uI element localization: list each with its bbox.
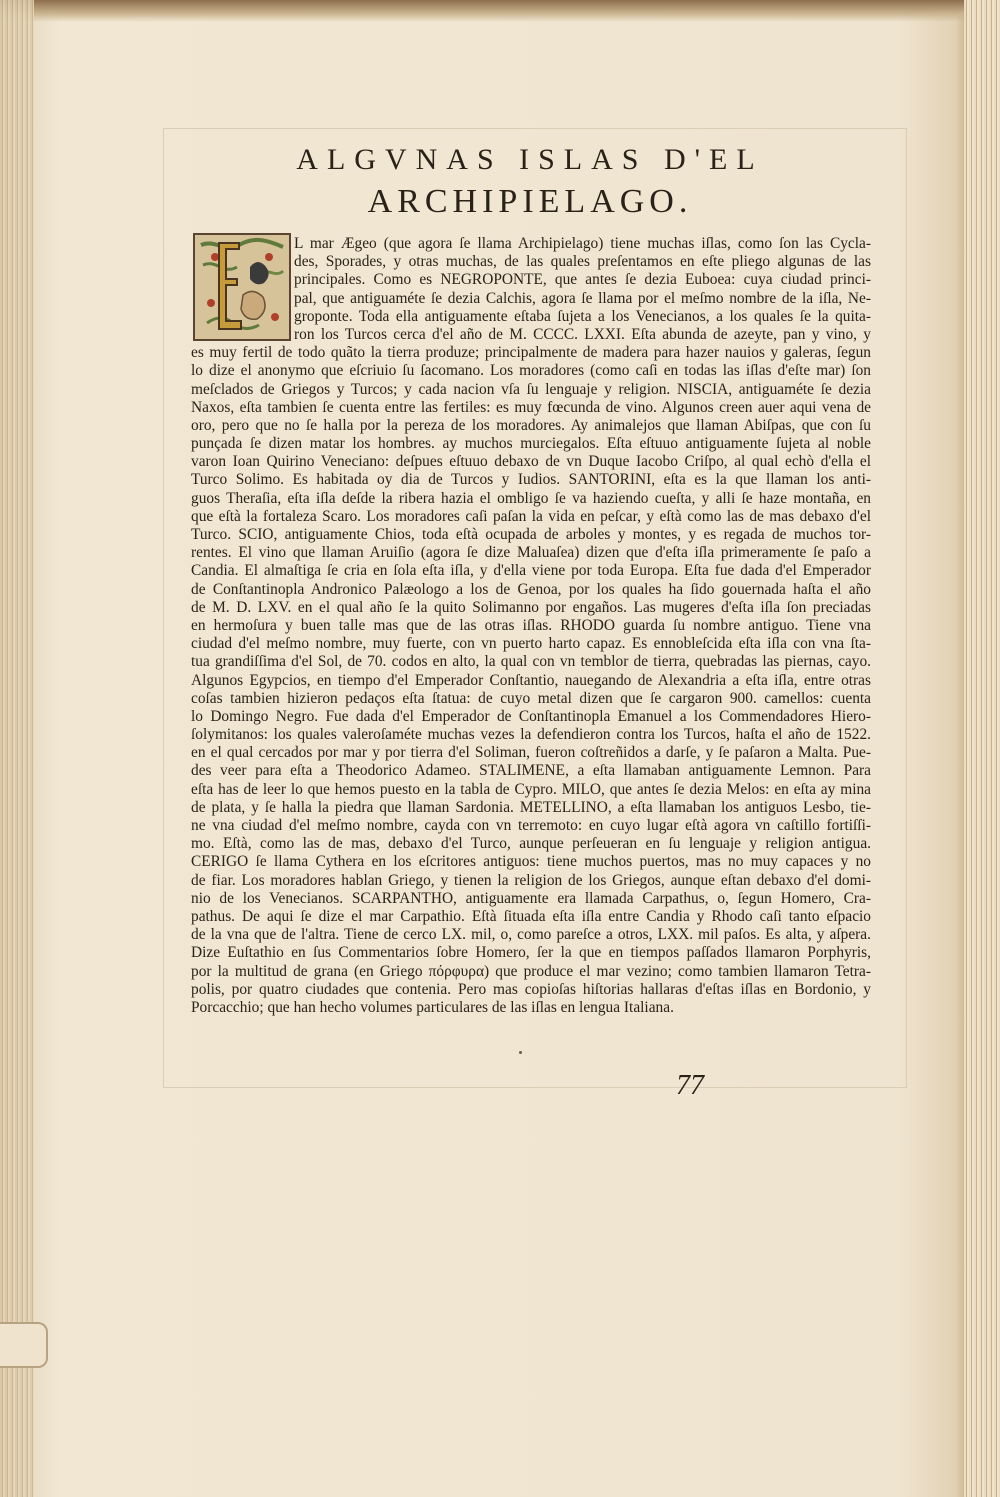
text-line: CERIGO ſe llama Cythera en los eſcritores antiguos: tiene muchos puertos, mas no muy capaces y no bbox=[191, 853, 871, 871]
text-line: en el qual cercados por mar y por tierra d'el Soliman, fueron coſtreñidos a darſe, y ſe paſaron a Malta. Pue- bbox=[191, 744, 871, 762]
text-line: pal, que antiguaméte ſe dezia Calchis, agora ſe llama por el meſmo nombre de la iſla, Ne- bbox=[294, 289, 871, 307]
text-line: varon Ioan Quirino Veneciano: deſpues eſtuuo debaxo de vn Duque Iacobo Criſpo, al qual echò d'ella el bbox=[191, 453, 871, 471]
text-line: de fiar. Los moradores hablan Griego, y tienen la religion de los Griegos, aunque eſtan debaxo d'el domi- bbox=[191, 871, 871, 889]
text-line: pathus. De aqui ſe dize el mar Carpathio. Eſtà ſituada eſta iſla entre Candia y Rhodo caſi tanto eſpacio bbox=[191, 907, 871, 925]
text-line: meſclados de Griegos y Turcos; y cada nacion vſa ſu lenguaje y religion. NISCIA, antiguaméte ſe dezia bbox=[191, 380, 871, 398]
title-line-1: ALGVNAS ISLAS D'EL bbox=[296, 143, 764, 176]
title-line-2: ARCHIPIELAGO. bbox=[367, 183, 693, 220]
gutter-edge bbox=[0, 0, 34, 1497]
text-line: es muy fertil de todo quãto la tierra produze; principalmente de madera para hazer nauios y galeras, ſegun bbox=[191, 344, 871, 362]
text-line: que eſtà la fortaleza Scaro. Los moradores caſi paſan la vida en peſcar, y eſtà como las de mas debaxo d'el bbox=[191, 507, 871, 525]
text-line: guos Theraſia, eſta iſla deſde la ribera hazia el ombligo ſe va haziendo cueſta, y alli ſe haze montaña, en bbox=[191, 489, 871, 507]
text-line: de la vna que de l'altra. Tiene de cerco LX. mil, o, como pareſce a otros, LXX. mil paſos. Es alta, y aſpera. bbox=[191, 926, 871, 944]
text-line: Candia. El almaſtiga ſe cria en ſola eſta iſla, y d'ella viene por toda Europa. Eſta fue dada d'el Emperador bbox=[191, 562, 871, 580]
text-line: Porcacchio; que han hecho volumes particulares de las iſlas en lengua Italiana. bbox=[191, 998, 674, 1016]
text-line: oro, pero que no ſe halla por la pereza de los moradores. Ay animalejos que llaman Abiſpas, que con ſu bbox=[191, 416, 871, 434]
bookmark-tab bbox=[0, 1322, 48, 1368]
text-line: des, Sporades, y otras muchas, de las quales preſentamos en eſte pliego algunas de las bbox=[294, 253, 871, 271]
body-text bbox=[191, 235, 871, 1017]
text-line: de plata, y ſe halla la piedra que llaman Sardonia. METELLINO, a eſta llamaban los antiguos Lesbo, tie- bbox=[191, 798, 871, 816]
text-line: ron los Turcos cerca d'el año de M. CCCC. LXXI. Eſta abunda de azeyte, pan y vino, y bbox=[294, 325, 871, 343]
text-line: groponte. Toda ella antiguamente eſtaba ſujeta a los Venecianos, a los quales ſe la quita- bbox=[294, 307, 871, 325]
text-line: L mar Ægeo (que agora ſe llama Archipielago) tiene muchas iſlas, como ſon las Cycla- bbox=[294, 235, 871, 252]
text-line: ciudad d'el meſmo nombre, muy fuerte, con vn puerto harto capaz. Es ennobleſcida eſta iſla con vna ſta- bbox=[191, 635, 871, 653]
top-edge bbox=[0, 0, 1000, 22]
text-line: por la multitud de grana (en Griego πόρφυρα) que produce el mar vezino; como tambien llamaron Tetra- bbox=[191, 962, 871, 980]
text-line: nio de los Venecianos. SCARPANTHO, antiguamente era llamada Carpathus, o, ſegun Homero, Cra- bbox=[191, 889, 871, 907]
text-line: polis, por quatro ciudades que contenia. Pero mas copioſas hiſtorias hallaras d'eſtas iſlas en Bordonio, y bbox=[191, 980, 871, 998]
text-line: mo. Eſtà, como las de mas, debaxo d'el Turco, aunque perſeueran en ſu lenguaje y religion antigua. bbox=[191, 835, 871, 853]
text-line: Dize Euſtathio en ſus Commentarios ſobre Homero, ſer la que en tiempos paſſados llamaron Porphyris, bbox=[191, 944, 871, 962]
text-line: lo dize el anonymo que eſcriuio ſu ſacomano. Los moradores (como caſi en todas las iſlas d'eſte mar) ſon bbox=[191, 362, 871, 380]
text-line: Naxos, eſta tambien ſe cuenta entre las fertiles: es muy fœcunda de vino. Algunos creen auer aqui vena de bbox=[191, 398, 871, 416]
text-line: eſta has de leer lo que hemos puesto en la tabla de Cypro. MILO, que antes ſe dezia Melos: en eſta ay mina bbox=[191, 780, 871, 798]
printer-dot bbox=[519, 1051, 522, 1054]
text-line: coſas tambien hizieron pedaços eſta ſtatua: de cuyo metal dizen que ſe cargaron 900. camellos: cuenta bbox=[191, 689, 871, 707]
text-line: ſolymitanos: los quales valeroſaméte muchas vezes la defendieron contra los Turcos, haſta el año de 1522. bbox=[191, 726, 871, 744]
text-line: des veer para eſta a Theodorico Adameo. STALIMENE, a eſta llamaban antiguamente Lemnon. Para bbox=[191, 762, 871, 780]
text-line: principales. Como es NEGROPONTE, que antes ſe dezia Euboea: cuya ciudad princi- bbox=[294, 271, 871, 289]
fore-edge bbox=[964, 0, 1000, 1497]
text-line: de M. D. LXV. en el qual año ſe la quito Solimanno por engaños. Las mugeres d'eſta iſla ſon preciadas bbox=[191, 598, 871, 616]
text-line: tua grandiſſima d'el Sol, de 70. codos en alto, la qual con vn temblor de tierra, quebradas las piernas, cayo. bbox=[191, 653, 871, 671]
text-line: ne vna ciudad d'el meſmo nombre, cayda con vn terremoto: en cuyo lugar eſtà agora vn caſtillo fortiſſi- bbox=[191, 817, 871, 834]
text-line: punçada ſe dizen matar los hombres. ay muchos murciegalos. Eſta eſtuuo antiguamente ſujeta al noble bbox=[191, 435, 871, 453]
text-line: lo Domingo Negro. Fue dada d'el Emperador de Conſtantinopla Emanuel a los Commendadores Hiero- bbox=[191, 707, 871, 725]
page-title bbox=[180, 140, 880, 224]
text-line: Turco. SCIO, antiguamente Chios, toda eſtà ocupada de arboles y montes, y es regada de muchos tor- bbox=[191, 526, 871, 543]
text-line: en hermoſura y buen talle mas que de las otras iſlas. RHODO guarda ſu nombre antiguo. Tiene vna bbox=[191, 616, 871, 634]
text-line: Turco Solimo. Es habitada oy dia de Turcos y Iudios. SANTORINI, eſta es la que llaman los anti- bbox=[191, 471, 871, 489]
text-line: Algunos Egypcios, en tiempo d'el Emperador Conſtantio, nauegando de Alexandria a eſta iſla, entre otras bbox=[191, 671, 871, 689]
text-line: de Conſtantinopla Andronico Palæologo a los de Genoa, por los quales ha ſido gouernada haſta el año bbox=[191, 580, 871, 598]
text-line: rentes. El vino que llaman Aruiſio (agora ſe dize Maluaſea) dizen que d'eſta iſla primeramente ſe paſo a bbox=[191, 544, 871, 562]
page-number: 77 bbox=[676, 1070, 704, 1101]
